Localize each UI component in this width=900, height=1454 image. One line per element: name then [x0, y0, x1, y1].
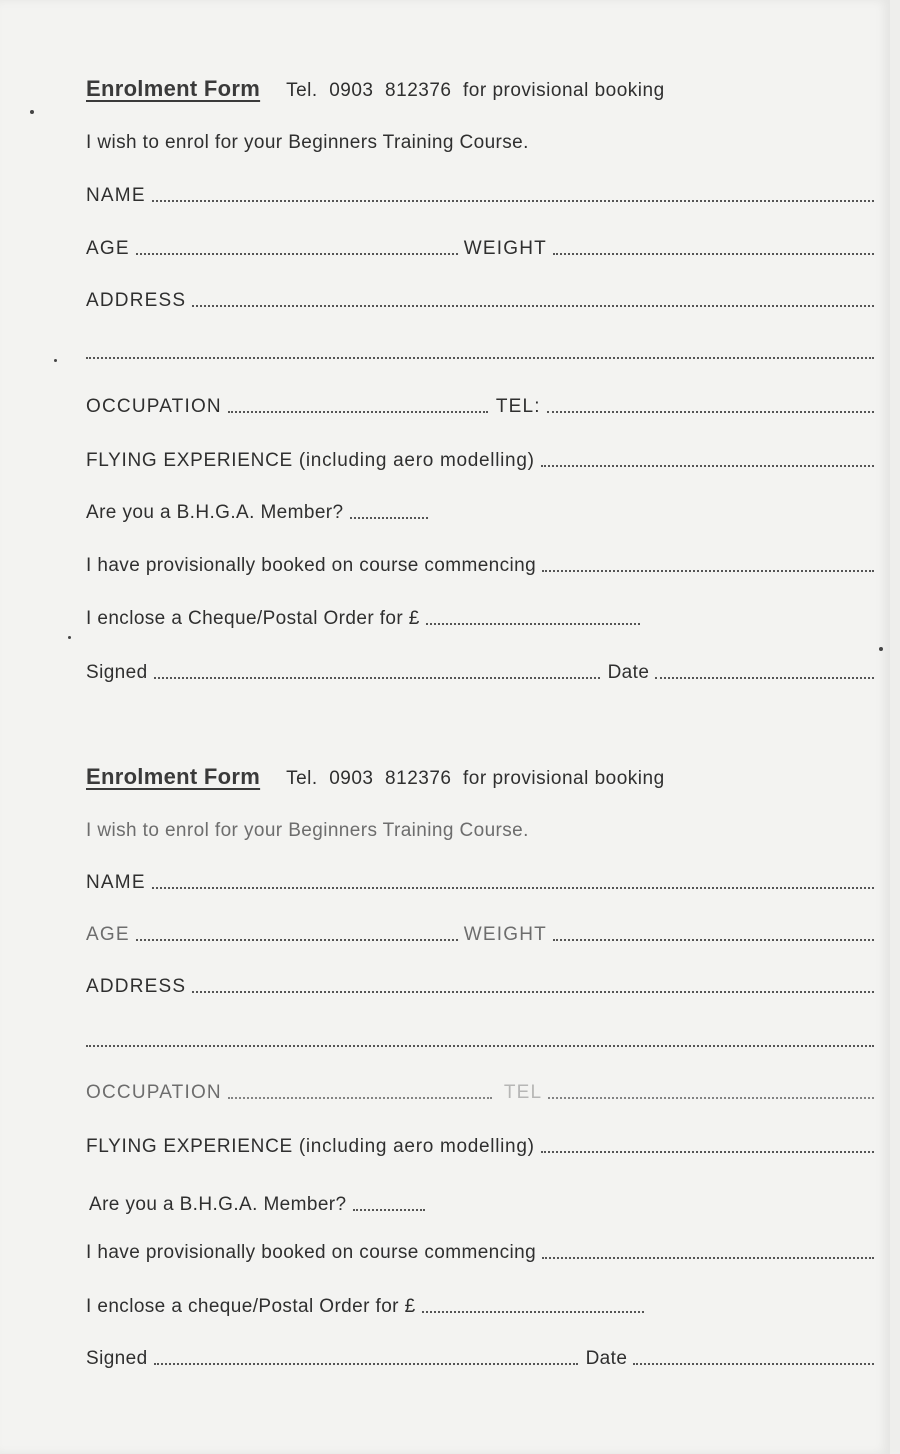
name-field[interactable]	[152, 199, 874, 202]
weight-label: WEIGHT	[463, 238, 547, 259]
signature-field[interactable]	[154, 676, 600, 679]
scan-speck	[54, 359, 57, 362]
amount-field[interactable]	[426, 622, 640, 625]
tel-field[interactable]	[547, 410, 874, 413]
occupation-tel-row	[86, 392, 876, 418]
intro-line	[86, 816, 876, 842]
address-row-2	[86, 1026, 876, 1052]
name-field[interactable]	[152, 886, 874, 889]
course-date-field[interactable]	[542, 569, 874, 572]
form-title: Enrolment Form	[86, 764, 261, 789]
signature-row	[86, 1344, 876, 1370]
date-field[interactable]	[655, 676, 874, 679]
age-weight-row	[86, 920, 876, 946]
address-label: ADDRESS	[86, 976, 187, 997]
intro-line	[86, 128, 876, 154]
occupation-tel-row	[86, 1078, 876, 1104]
member-label: Are you a B.H.G.A. Member?	[89, 1194, 347, 1215]
scan-speck	[68, 636, 71, 639]
address-field-line-2[interactable]	[86, 356, 874, 359]
date-label: Date	[585, 1348, 628, 1369]
telephone-note: Tel. 0903 812376 for provisional booking	[286, 80, 665, 101]
intro-text: I wish to enrol for your Beginners Training Course.	[86, 820, 529, 841]
flying-experience-label: FLYING EXPERIENCE (including aero modelling)	[86, 1136, 535, 1157]
occupation-field[interactable]	[228, 1096, 492, 1099]
member-row	[86, 498, 876, 524]
date-field[interactable]	[633, 1362, 874, 1365]
age-label: AGE	[86, 924, 130, 945]
signature-field[interactable]	[154, 1362, 578, 1365]
weight-field[interactable]	[553, 938, 874, 941]
signed-label: Signed	[86, 662, 148, 683]
enclose-label: I enclose a Cheque/Postal Order for £	[86, 608, 420, 629]
booked-label: I have provisionally booked on course commencing	[86, 1242, 537, 1263]
address-label: ADDRESS	[86, 290, 187, 311]
age-field[interactable]	[136, 938, 458, 941]
address-field-line-2[interactable]	[86, 1044, 874, 1047]
telephone-note: Tel. 0903 812376 for provisional booking	[286, 768, 665, 789]
name-label: NAME	[86, 185, 146, 206]
form-header	[86, 72, 876, 102]
date-label: Date	[607, 662, 650, 683]
flying-experience-field[interactable]	[541, 464, 874, 467]
name-row	[86, 868, 876, 894]
course-date-field[interactable]	[542, 1256, 874, 1259]
flying-experience-row	[86, 1132, 876, 1158]
intro-text: I wish to enrol for your Beginners Training Course.	[86, 132, 529, 153]
booked-row	[86, 1238, 876, 1264]
tel-label: TEL	[503, 1082, 543, 1103]
address-row	[86, 972, 876, 998]
member-field[interactable]	[353, 1208, 425, 1211]
member-row	[89, 1190, 879, 1216]
occupation-label: OCCUPATION	[86, 396, 222, 417]
occupation-label: OCCUPATION	[86, 1082, 222, 1103]
tel-field[interactable]	[548, 1096, 874, 1099]
name-row	[86, 181, 876, 207]
booked-label: I have provisionally booked on course commencing	[86, 555, 537, 576]
enclose-label: I enclose a cheque/Postal Order for £	[86, 1296, 416, 1317]
age-field[interactable]	[136, 252, 458, 255]
address-row	[86, 286, 876, 312]
address-field[interactable]	[192, 990, 874, 993]
member-field[interactable]	[350, 516, 428, 519]
age-label: AGE	[86, 238, 130, 259]
form-header	[86, 760, 876, 790]
flying-experience-label: FLYING EXPERIENCE (including aero modelling)	[86, 450, 535, 471]
flying-experience-field[interactable]	[541, 1150, 874, 1153]
enclose-row	[86, 1292, 876, 1318]
booked-row	[86, 551, 876, 577]
scan-speck	[30, 110, 34, 114]
address-field[interactable]	[192, 304, 874, 307]
name-label: NAME	[86, 872, 146, 893]
tel-label: TEL:	[495, 396, 541, 417]
flying-experience-row	[86, 446, 876, 472]
form-title: Enrolment Form	[86, 76, 261, 101]
amount-field[interactable]	[422, 1310, 644, 1313]
enclose-row	[86, 604, 876, 630]
signature-row	[86, 658, 876, 684]
address-row-2	[86, 338, 876, 364]
scan-speck	[879, 647, 883, 651]
occupation-field[interactable]	[228, 410, 488, 413]
weight-label: WEIGHT	[463, 924, 547, 945]
age-weight-row	[86, 234, 876, 260]
signed-label: Signed	[86, 1348, 148, 1369]
weight-field[interactable]	[553, 252, 874, 255]
member-label: Are you a B.H.G.A. Member?	[86, 502, 344, 523]
